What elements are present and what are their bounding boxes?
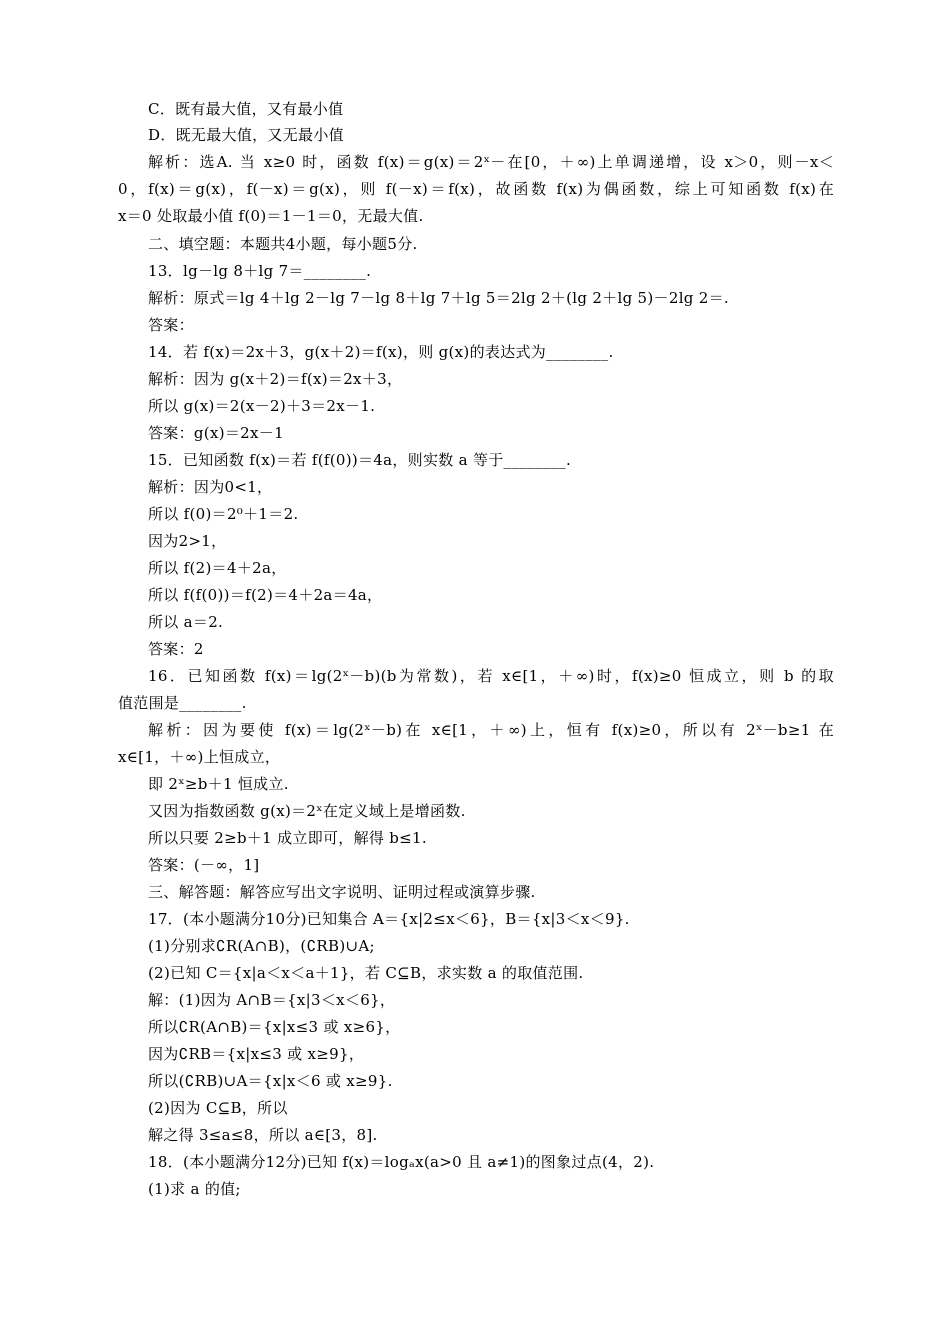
text-line: (2)因为 C⊆B，所以 <box>148 1099 288 1117</box>
section-heading: 三、解答题：解答应写出文字说明、证明过程或演算步骤. <box>148 883 536 901</box>
question-18: 18．(本小题满分12分)已知 f(x)＝logₐx(a>0 且 a≠1)的图象过点(4，2). <box>148 1153 655 1171</box>
text-line: 因为∁RB＝{x|x≤3 或 x≥9}， <box>148 1045 365 1063</box>
text-line: 所以 a＝2. <box>148 613 224 631</box>
text-line: 所以∁R(A∩B)＝{x|x≤3 或 x≥6}， <box>148 1018 401 1036</box>
text-line: x＝0 处取最小值 f(0)＝1－1＝0，无最大值. <box>118 207 424 225</box>
text-line: 0，f(x)＝g(x)，f(－x)＝g(x)，则 f(－x)＝f(x)，故函数 f(x)为偶函数，综上可知函数 f(x)在 <box>118 180 834 198</box>
text-line: 解析：选A. 当 x≥0 时，函数 f(x)＝g(x)＝2ˣ－在[0，＋∞)上单调递增，设 x＞0，则－x＜ <box>148 153 834 171</box>
text-line: 值范围是________. <box>118 694 247 712</box>
text-line: (2)已知 C＝{x|a＜x＜a＋1}，若 C⊆B，求实数 a 的取值范围. <box>148 964 584 982</box>
text-line: 所以 f(2)＝4＋2a， <box>148 559 287 577</box>
question-16: 16．已知函数 f(x)＝lg(2ˣ－b)(b为常数)，若 x∈[1，＋∞)时，f(x)≥0 恒成立，则 b 的取 <box>148 667 834 685</box>
text-line: x∈[1，＋∞)上恒成立， <box>118 748 281 766</box>
question-14: 14．若 f(x)＝2x＋3，g(x＋2)＝f(x)，则 g(x)的表达式为________. <box>148 343 614 361</box>
text-line: 所以 f(0)＝2⁰＋1＝2. <box>148 505 299 523</box>
answer-line: 答案：2 <box>148 640 204 658</box>
text-line: 因为2>1， <box>148 532 227 550</box>
answer-line: 答案：g(x)＝2x－1 <box>148 424 284 442</box>
text-line: 所以 g(x)＝2(x－2)＋3＝2x－1. <box>148 397 376 415</box>
text-line: 所以 f(f(0))＝f(2)＝4＋2a＝4a， <box>148 586 383 604</box>
text-line: 所以(∁RB)∪A＝{x|x＜6 或 x≥9}. <box>148 1072 393 1090</box>
text-line: 解析：因为0<1， <box>148 478 273 496</box>
question-13: 13．lg－lg 8＋lg 7＝________. <box>148 262 372 280</box>
text-line: 即 2ˣ≥b＋1 恒成立. <box>148 775 289 793</box>
text-line: (1)分别求∁R(A∩B)，(∁RB)∪A; <box>148 937 375 955</box>
text-line: (1)求 a 的值; <box>148 1180 241 1198</box>
text-line: C．既有最大值，又有最小值 <box>148 100 344 118</box>
answer-line: 答案： <box>148 316 194 334</box>
text-line: 解之得 3≤a≤8，所以 a∈[3，8]. <box>148 1126 378 1144</box>
text-line: 又因为指数函数 g(x)＝2ˣ在定义域上是增函数. <box>148 802 466 820</box>
text-line: 解析：因为要使 f(x)＝lg(2ˣ－b)在 x∈[1，＋∞)上，恒有 f(x)≥0，所以有 2ˣ－b≥1 在 <box>148 721 834 739</box>
text-line: 解析：原式＝lg 4＋lg 2－lg 7－lg 8＋lg 7＋lg 5＝2lg 2＋(lg 2＋lg 5)－2lg 2＝. <box>148 289 729 307</box>
section-heading: 二、填空题：本题共4小题，每小题5分. <box>148 235 418 253</box>
text-line: D．既无最大值，又无最小值 <box>148 126 344 144</box>
question-17: 17．(本小题满分10分)已知集合 A＝{x|2≤x＜6}，B＝{x|3＜x＜9}. <box>148 910 630 928</box>
answer-line: 答案：(－∞，1] <box>148 856 260 874</box>
text-line: 所以只要 2≥b＋1 成立即可，解得 b≤1. <box>148 829 427 847</box>
text-line: 解析：因为 g(x＋2)＝f(x)＝2x＋3， <box>148 370 403 388</box>
question-15: 15．已知函数 f(x)＝若 f(f(0))＝4a，则实数 a 等于________. <box>148 451 572 469</box>
text-line: 解：(1)因为 A∩B＝{x|3＜x＜6}， <box>148 991 396 1009</box>
